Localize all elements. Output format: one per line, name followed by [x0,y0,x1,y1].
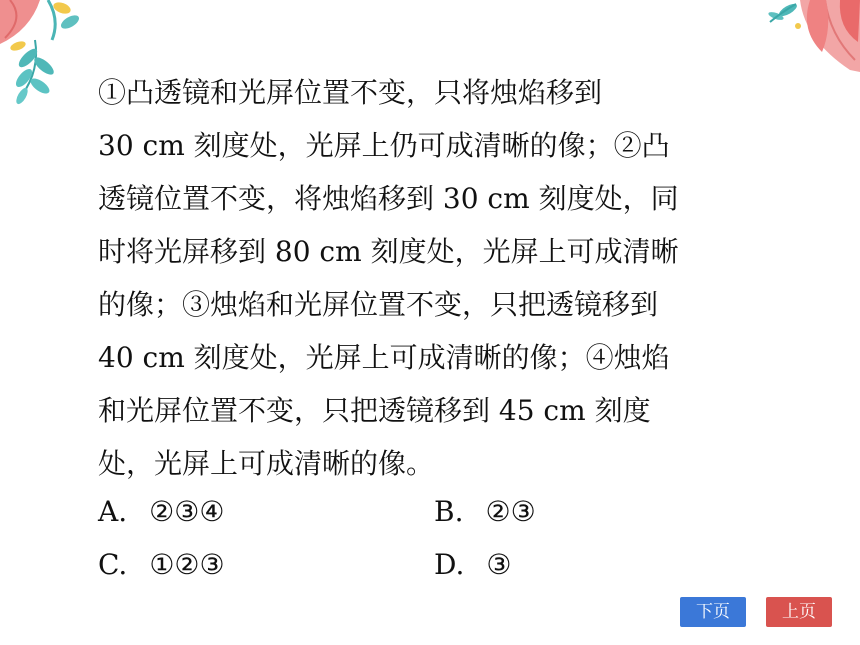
options-row [98,541,658,594]
option-letter: D. [434,548,465,581]
question-line-text: 30 cm 刻度处，光屏上仍可成清晰的像；②凸 [98,129,670,162]
corner-feathers-decoration [730,0,860,80]
question-line-text: ①凸透镜和光屏位置不变，只将烛焰移到 [98,76,603,109]
question-text [98,66,748,490]
option-b[interactable] [434,488,536,536]
question-line [98,278,748,331]
option-text: ②③ [485,495,536,528]
options-row [98,488,658,541]
option-letter: C. [98,548,128,581]
option-a[interactable] [98,488,224,536]
question-line [98,384,748,437]
question-line-text: 的像；③烛焰和光屏位置不变，只把透镜移到 [98,288,659,321]
question-line [98,119,748,172]
option-text: ②③④ [149,495,225,528]
question-line-text: 时将光屏移到 80 cm 刻度处，光屏上可成清晰 [98,235,679,268]
option-letter: A. [98,495,128,528]
question-line-text: 和光屏位置不变，只把透镜移到 45 cm 刻度 [98,394,651,427]
question-line [98,331,748,384]
option-c[interactable] [98,541,225,589]
question-line [98,66,748,119]
question-line [98,172,748,225]
question-line-text: 40 cm 刻度处，光屏上可成清晰的像；④烛焰 [98,341,670,374]
question-line-text: 处，光屏上可成清晰的像。 [98,447,435,480]
previous-page-button[interactable]: 上页 [766,597,832,627]
option-text: ③ [486,548,512,581]
question-line-text: 透镜位置不变，将烛焰移到 30 cm 刻度处，同 [98,182,679,215]
option-text: ①②③ [149,548,225,581]
answer-options [98,488,658,594]
option-d[interactable] [434,541,511,589]
question-line [98,437,748,490]
question-line [98,225,748,278]
next-page-button[interactable]: 下页 [680,597,746,627]
option-letter: B. [434,495,464,528]
